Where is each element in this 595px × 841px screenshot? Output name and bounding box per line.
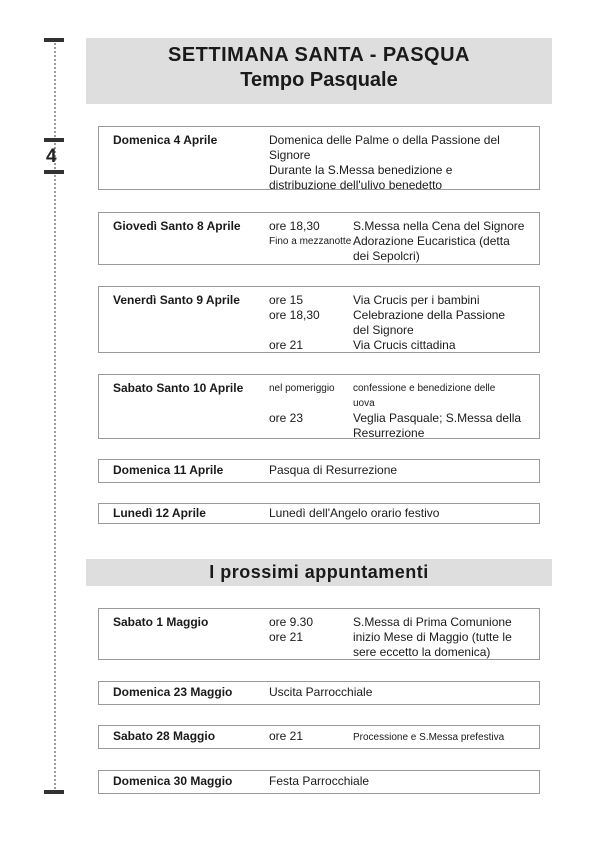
time-line: ore 21 <box>269 338 304 352</box>
margin-tick-upper <box>44 138 64 142</box>
schedule-row <box>98 770 540 794</box>
schedule-date: Domenica 30 Maggio <box>113 774 233 788</box>
event-line: Via Crucis cittadina <box>353 338 456 352</box>
event-line: S.Messa nella Cena del Signore <box>353 219 525 233</box>
schedule-row <box>98 503 540 524</box>
schedule-times <box>269 293 353 353</box>
margin-tick-lower <box>44 170 64 174</box>
event-line: S.Messa di Prima Comunione <box>353 615 512 629</box>
event-line: Resurrezione <box>353 426 425 440</box>
event-line: sere eccetto la domenica) <box>353 645 491 659</box>
schedule-date: Sabato Santo 10 Aprile <box>113 381 244 395</box>
schedule-date: Sabato 28 Maggio <box>113 729 216 743</box>
description-line: Signore <box>269 148 311 162</box>
schedule-event: Processione e S.Messa prefestiva <box>353 732 505 743</box>
schedule-description: Uscita Parrocchiale <box>269 685 373 699</box>
schedule-times <box>269 219 353 249</box>
description-line: distribuzione dell'ulivo benedetto <box>269 178 443 192</box>
page-title: SETTIMANA SANTA - PASQUA <box>168 44 470 66</box>
schedule-description: Pasqua di Resurrezione <box>269 463 398 477</box>
description-line: Durante la S.Messa benedizione e <box>269 163 453 177</box>
schedule-events <box>353 381 535 441</box>
schedule-date: Domenica 11 Aprile <box>113 463 224 477</box>
schedule-date: Domenica 23 Maggio <box>113 685 233 699</box>
margin-tick-bottom <box>44 790 64 794</box>
schedule-row <box>98 459 540 483</box>
schedule-date: Giovedì Santo 8 Aprile <box>113 219 241 233</box>
time-line: ore 18,30 <box>269 308 320 322</box>
schedule-date: Sabato 1 Maggio <box>113 615 209 629</box>
schedule-date: Venerdì Santo 9 Aprile <box>113 293 240 307</box>
section-title: I prossimi appuntamenti <box>209 562 429 582</box>
section-banner <box>86 559 552 586</box>
page-subtitle: Tempo Pasquale <box>240 69 398 91</box>
page-number: 4 <box>46 146 57 167</box>
schedule-row <box>98 126 540 190</box>
event-line: Celebrazione della Passione <box>353 308 506 322</box>
event-line: Veglia Pasquale; S.Messa della <box>353 411 522 425</box>
header-banner <box>86 38 552 104</box>
schedule-row <box>98 212 540 265</box>
time-line: ore 18,30 <box>269 219 320 233</box>
schedule-times <box>269 381 353 426</box>
time-line <box>269 396 353 411</box>
schedule-row <box>98 725 540 749</box>
time-line: ore 23 <box>269 411 304 425</box>
schedule-description <box>269 133 529 193</box>
time-line: ore 15 <box>269 293 304 307</box>
schedule-events <box>353 615 535 660</box>
time-line: ore 9.30 <box>269 615 314 629</box>
time-line: Fino a mezzanotte <box>269 236 352 247</box>
schedule-description: Festa Parrocchiale <box>269 774 370 788</box>
time-line: nel pomeriggio <box>269 383 335 394</box>
schedule-date: Domenica 4 Aprile <box>113 133 218 147</box>
event-line: Via Crucis per i bambini <box>353 293 480 307</box>
description-line: Domenica delle Palme o della Passione del <box>269 133 500 147</box>
margin-tick-top <box>44 38 64 42</box>
event-line: uova <box>353 398 375 409</box>
schedule-events <box>353 293 535 353</box>
schedule-times <box>269 615 353 645</box>
event-line: del Signore <box>353 323 414 337</box>
schedule-date: Lunedì 12 Aprile <box>113 506 206 520</box>
time-line <box>269 323 353 338</box>
schedule-description: Lunedì dell'Angelo orario festivo <box>269 506 440 520</box>
schedule-row <box>98 286 540 353</box>
schedule-row <box>98 608 540 660</box>
schedule-events <box>353 219 535 264</box>
schedule-row <box>98 374 540 439</box>
event-line: Adorazione Eucaristica (detta <box>353 234 510 248</box>
event-line: confessione e benedizione delle <box>353 383 496 394</box>
event-line: dei Sepolcri) <box>353 249 420 263</box>
time-line: ore 21 <box>269 630 304 644</box>
schedule-time: ore 21 <box>269 729 304 743</box>
event-line: inizio Mese di Maggio (tutte le <box>353 630 512 644</box>
schedule-row <box>98 681 540 705</box>
